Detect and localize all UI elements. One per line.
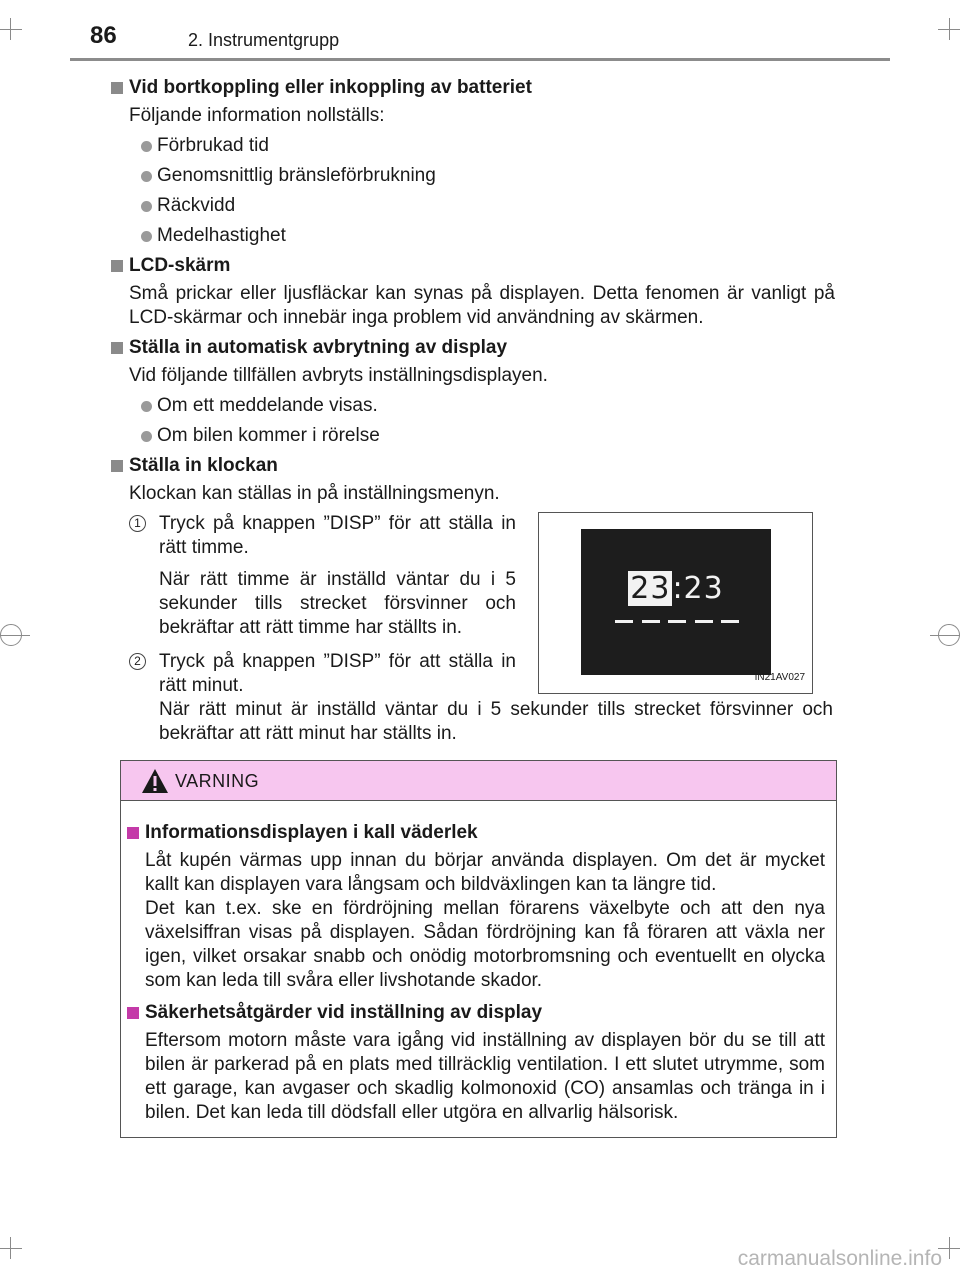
step-text: Tryck på knappen ”DISP” för att ställa in rätt minut. [159, 651, 516, 696]
step-text: Tryck på knappen ”DISP” för att ställa in rätt timme. [159, 513, 516, 558]
circle-bullet-icon [141, 231, 152, 242]
circle-bullet-icon [141, 171, 152, 182]
square-bullet-icon [111, 460, 123, 472]
clock-separator: : [672, 571, 684, 606]
circle-bullet-icon [141, 141, 152, 152]
list-item: Räckvidd [111, 194, 835, 218]
circle-bullet-icon [141, 401, 152, 412]
warning-body [127, 817, 825, 1125]
clock-hours: 23 [630, 571, 671, 606]
dash [642, 620, 660, 623]
setting-dashes [615, 620, 739, 624]
warning-box [120, 760, 837, 1138]
section-text: Klockan kan ställas in på inställningsmenyn. [129, 483, 500, 504]
lcd-screen [581, 529, 771, 675]
step-number: 2 [129, 653, 146, 670]
step-2 [129, 650, 516, 698]
step-number: 1 [129, 515, 146, 532]
warning-item-heading: Säkerhetsåtgärder vid inställning av display [127, 1001, 825, 1025]
section-text: Vid följande tillfällen avbryts inställningsdisplayen. [129, 365, 548, 386]
step-subtext: När rätt timme är inställd väntar du i 5 sekunder tills strecket försvinner och bekräftar att rätt timme har ställts in. [159, 569, 516, 638]
section-text: Små prickar eller ljusfläckar kan synas på displayen. Detta fenomen är vanligt på LCD-skärmar och innebär inga problem vid användning av skärmen. [129, 283, 835, 328]
warning-header [121, 761, 836, 801]
section-heading: Vid bortkoppling eller inkoppling av batteriet [111, 76, 835, 100]
crop-mark [0, 1248, 22, 1249]
header-rule [70, 58, 890, 61]
step-1 [129, 512, 516, 640]
warning-item-heading: Informationsdisplayen i kall väderlek [127, 821, 825, 845]
square-bullet-icon [111, 82, 123, 94]
section-heading: Ställa in klockan [111, 454, 835, 478]
page-number: 86 [90, 22, 117, 49]
watermark: carmanualsonline.info [737, 1247, 942, 1270]
chapter-title: 2. Instrumentgrupp [188, 30, 340, 50]
square-bullet-icon [127, 827, 139, 839]
warning-item-text: Låt kupén värmas upp innan du börjar använda displayen. Om det är mycket kallt kan displayen vara långsam och bildväxlingen kan ta längre tid. [145, 850, 825, 895]
list-item: Förbrukad tid [111, 134, 835, 158]
list-item: Medelhastighet [111, 224, 835, 248]
dash [668, 620, 686, 623]
circle-bullet-icon [141, 431, 152, 442]
list-item: Genomsnittlig bränsleförbrukning [111, 164, 835, 188]
crop-mark [949, 1237, 950, 1259]
crop-mark [0, 635, 30, 636]
warning-item-text: Det kan t.ex. ske en fördröjning mellan förarens växelbyte och att den nya växelsiffran visas på displayen. Sådan fördröjning kan få föraren att växla ner igen, vilket orsakar snabb och onödig motorbromsning och eventuellt en olycka som kan leda till svåra eller livshotande skador. [145, 898, 825, 991]
square-bullet-icon [111, 342, 123, 354]
section-text: Följande information nollställs: [129, 105, 385, 126]
clock-display-figure [538, 512, 813, 694]
square-bullet-icon [111, 260, 123, 272]
circle-bullet-icon [141, 201, 152, 212]
crop-mark [10, 1237, 11, 1259]
square-bullet-icon [127, 1007, 139, 1019]
dash [615, 620, 633, 623]
figure-id: IN21AV027 [754, 672, 805, 683]
dash [721, 620, 739, 623]
warning-title: VARNING [175, 771, 260, 791]
list-item: Om bilen kommer i rörelse [111, 424, 835, 448]
clock-minutes: 23 [683, 571, 724, 606]
page-header [0, 0, 960, 64]
dash [695, 620, 713, 623]
clock-readout [581, 571, 771, 606]
step-subtext: När rätt minut är inställd väntar du i 5 sekunder tills strecket försvinner och bekräftar att rätt minut har ställts in. [159, 699, 833, 744]
list-item: Om ett meddelande visas. [111, 394, 835, 418]
warning-item-text: Eftersom motorn måste vara igång vid inställning av displayen bör du se till att bilen är parkerad på en plats med tillräcklig ventilation. I ett slutet utrymme, som ett garage, kan avgaser och skadlig kolmonoxid (CO) ansamlas och tränga in i bilen. Det kan leda till dödsfall eller utgöra en allvarlig hälsorisk. [145, 1030, 825, 1123]
main-content [111, 70, 835, 756]
steps-block [111, 512, 835, 756]
crop-mark [930, 635, 960, 636]
section-heading: LCD-skärm [111, 254, 835, 278]
section-heading: Ställa in automatisk avbrytning av display [111, 336, 835, 360]
warning-triangle-icon [141, 768, 169, 794]
